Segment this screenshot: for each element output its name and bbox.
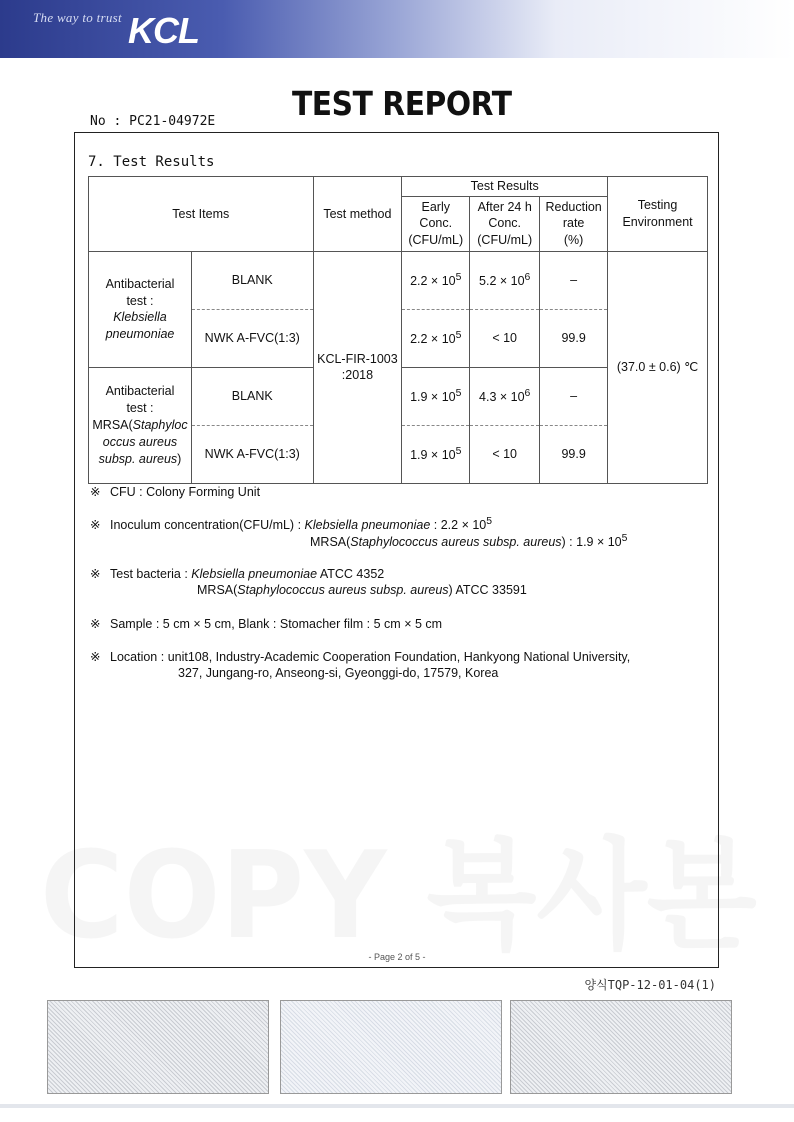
results-table [88,176,708,484]
note-inoculum-mrsa: MRSA(Staphylococcus aureus subsp. aureus) : $1.9 \times 10^5$ [310,533,628,550]
header-testing-environment: Testing Environment [608,177,708,252]
rate-cell: 99.9 [540,309,608,367]
rate-cell: – [540,251,608,309]
early-cell: $2.2 \times 10^5$ [402,251,470,309]
after-cell: $5.2 \times 10^6$ [470,251,540,309]
header-after-conc: After 24 h Conc. (CFU/mL) [470,196,540,251]
header-test-items: Test Items [89,177,314,252]
sample-cell: BLANK [191,251,313,309]
note-cfu: ※ CFU : Colony Forming Unit [90,485,261,499]
sample-cell: BLANK [191,367,313,425]
rate-cell: 99.9 [540,425,608,483]
header-test-results: Test Results [402,177,608,197]
security-pattern-center [280,1000,502,1094]
after-cell: $4.3 \times 10^6$ [470,367,540,425]
footer-line [0,1104,794,1108]
early-cell: $2.2 \times 10^5$ [402,309,470,367]
header-tagline: The way to trust [33,10,122,25]
after-cell: < 10 [470,309,540,367]
group-mrsa: Antibacterial test : MRSA(Staphyloc occus aureus subsp. aureus) [89,367,192,483]
note-location-line2: 327, Jungang-ro, Anseong-si, Gyeonggi-do, 17579, Korea [178,666,499,680]
group-klebsiella: Antibacterial test : Klebsiella pneumoniae [89,251,192,367]
security-pattern-left [47,1000,269,1094]
report-number: No : PC21-04972E [90,114,216,129]
security-pattern-right [510,1000,732,1094]
environment-cell: (37.0 ± 0.6) ℃ [608,251,708,483]
note-test-bacteria-mrsa: MRSA(Staphylococcus aureus subsp. aureus) ATCC 33591 [197,583,527,597]
header-test-method: Test method [313,177,402,252]
note-test-bacteria: ※ Test bacteria : Klebsiella pneumoniae ATCC 4352 [90,567,385,581]
test-method-cell: KCL-FIR-1003 :2018 [313,251,402,483]
sample-cell: NWK A-FVC(1:3) [191,309,313,367]
header-early-conc: Early Conc. (CFU/mL) [402,196,470,251]
header-reduction-rate: Reduction rate (%) [540,196,608,251]
kcl-logo: KCL [128,10,199,51]
header-band [0,0,794,58]
note-inoculum: ※ Inoculum concentration(CFU/mL) : Klebsiella pneumoniae : $2.2 \times 10^5$ [90,516,493,533]
page-number: - Page 2 of 5 - [368,952,426,962]
after-cell: < 10 [470,425,540,483]
early-cell: $1.9 \times 10^5$ [402,425,470,483]
report-title: TEST REPORT [292,84,512,123]
early-cell: $1.9 \times 10^5$ [402,367,470,425]
form-code: 양식TQP-12-01-04(1) [584,978,716,992]
section-title: 7. Test Results [88,154,215,170]
note-location: ※ Location : unit108, Industry-Academic Cooperation Foundation, Hankyong National University, [90,650,631,664]
rate-cell: – [540,367,608,425]
note-sample: ※ Sample : 5 cm × 5 cm, Blank : Stomacher film : 5 cm × 5 cm [90,617,443,631]
table-row [89,251,708,309]
sample-cell: NWK A-FVC(1:3) [191,425,313,483]
